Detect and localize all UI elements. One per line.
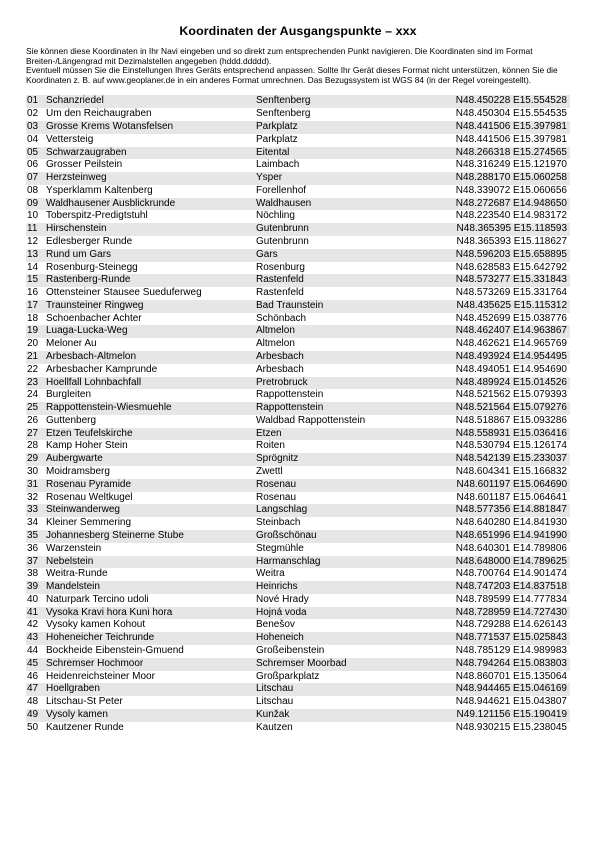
coordinates: N48.493924 E14.954495 — [441, 351, 570, 364]
row-number: 50 — [27, 721, 39, 733]
table-row — [26, 364, 570, 377]
coordinates: N48.339072 E15.060656 — [455, 184, 567, 196]
coordinates: N48.944465 E15.046169 — [441, 683, 570, 696]
table-row — [26, 134, 570, 147]
coordinates: N48.573277 E15.331843 — [441, 274, 570, 287]
row-number: 47 — [26, 683, 43, 696]
table-row — [26, 108, 570, 121]
start-location: Großschönau — [256, 530, 441, 543]
row-number: 40 — [27, 593, 39, 605]
row-number: 34 — [27, 517, 39, 529]
tour-name: Edlesberger Runde — [46, 235, 133, 247]
start-location: Gutenbrunn — [256, 223, 441, 236]
coordinates: N48.462407 E14.963867 — [441, 325, 570, 338]
start-location: Hoheneich — [256, 632, 441, 645]
tour-name: Ysperklamm Kaltenberg — [46, 184, 153, 196]
table-row — [26, 581, 570, 594]
row-number: 30 — [27, 466, 39, 478]
start-location: Pretrobruck — [256, 377, 441, 390]
tour-name: Mandelstein — [43, 581, 256, 594]
coordinates: N48.450228 E15.554528 — [441, 95, 570, 108]
coordinates: N48.789599 E14.777834 — [455, 593, 567, 605]
row-number: 01 — [26, 95, 43, 108]
row-number: 18 — [27, 312, 39, 324]
table-row — [26, 530, 570, 543]
row-number: 02 — [27, 108, 39, 120]
start-location: Laimbach — [256, 159, 300, 171]
coordinates: N48.435625 E15.115312 — [441, 300, 570, 313]
tour-name: Luaga-Lucka-Weg — [43, 325, 256, 338]
row-number: 04 — [27, 133, 39, 145]
coordinates: N48.785129 E14.989983 — [455, 644, 567, 656]
start-location: Ysper — [256, 172, 441, 185]
tour-name: Toberspitz-Predigtstuhl — [46, 210, 148, 222]
row-number: 33 — [26, 504, 43, 517]
table-row — [26, 185, 570, 198]
table-row — [26, 683, 570, 696]
row-number: 14 — [27, 261, 39, 273]
start-location: Kunžak — [256, 709, 441, 722]
start-location: Rosenau — [256, 479, 441, 492]
coordinates: N48.604341 E15.166832 — [455, 466, 567, 478]
tour-name: Schwarzaugraben — [43, 147, 256, 160]
table-row — [26, 198, 570, 211]
row-number: 45 — [26, 658, 43, 671]
start-location: Schremser Moorbad — [256, 658, 441, 671]
coordinates: N48.944621 E15.043807 — [455, 696, 567, 708]
coordinates: N48.494051 E14.954690 — [455, 363, 567, 375]
start-location: Litschau — [256, 683, 441, 696]
tour-name: Litschau-St Peter — [46, 696, 123, 708]
coordinates: N48.441506 E15.397981 — [441, 121, 570, 134]
row-number: 11 — [26, 223, 43, 236]
start-location: Gars — [256, 249, 441, 262]
row-number: 29 — [26, 453, 43, 466]
start-location: Parkplatz — [256, 121, 441, 134]
start-location: Rastenfeld — [256, 287, 304, 299]
row-number: 31 — [26, 479, 43, 492]
coordinates: N48.648000 E14.789625 — [441, 556, 570, 569]
tour-name: Weitra-Runde — [46, 568, 108, 580]
tour-name: Kautzener Runde — [46, 721, 124, 733]
tour-name: Nebelstein — [43, 556, 256, 569]
start-location: Senftenberg — [256, 95, 441, 108]
tour-name: Hoellgraben — [43, 683, 256, 696]
table-row — [26, 415, 570, 428]
row-number: 21 — [26, 351, 43, 364]
start-location: Steinbach — [256, 517, 301, 529]
start-location: Litschau — [256, 696, 294, 708]
coordinates: N48.771537 E15.025843 — [441, 632, 570, 645]
row-number: 44 — [27, 644, 39, 656]
tour-name: Naturpark Tercino udoli — [46, 593, 149, 605]
tour-name: Moidramsberg — [46, 466, 110, 478]
table-row — [26, 172, 570, 185]
coordinates: N48.794264 E15.083803 — [441, 658, 570, 671]
start-location: Schönbach — [256, 312, 307, 324]
start-location: Rosenau — [256, 491, 297, 503]
tour-name: Grosse Krems Wotansfelsen — [43, 121, 256, 134]
start-location: Heinrichs — [256, 581, 441, 594]
row-number: 37 — [26, 556, 43, 569]
table-row — [26, 696, 570, 709]
coordinates: N48.452699 E15.038776 — [455, 312, 567, 324]
row-number: 48 — [27, 696, 39, 708]
coordinates: N48.489924 E15.014526 — [441, 377, 570, 390]
table-row — [26, 159, 570, 172]
row-number: 39 — [26, 581, 43, 594]
coordinates-table — [26, 95, 570, 734]
start-location: Arbesbach — [256, 351, 441, 364]
start-location: Etzen — [256, 428, 441, 441]
coordinates: N48.651996 E14.941990 — [441, 530, 570, 543]
table-row — [26, 377, 570, 390]
tour-name: Hoellfall Lohnbachfall — [43, 377, 256, 390]
coordinates: N48.266318 E15.274565 — [441, 147, 570, 160]
start-location: Harmanschlag — [256, 556, 441, 569]
tour-name: Hirschenstein — [43, 223, 256, 236]
row-number: 12 — [27, 235, 39, 247]
row-number: 49 — [26, 709, 43, 722]
start-location: Roiten — [256, 440, 285, 452]
table-row — [26, 645, 570, 658]
table-row — [26, 249, 570, 262]
start-location: Waldbad Rappottenstein — [256, 414, 366, 426]
table-row — [26, 594, 570, 607]
coordinates: N48.860701 E15.135064 — [455, 670, 567, 682]
tour-name: Vysoka Kravi hora Kuni hora — [43, 607, 256, 620]
tour-name: Meloner Au — [46, 338, 97, 350]
tour-name: Arbesbacher Kamprunde — [46, 363, 158, 375]
tour-name: Vettersteig — [46, 133, 94, 145]
row-number: 06 — [27, 159, 39, 171]
tour-name: Rastenberg-Runde — [43, 274, 256, 287]
coordinates: N48.223540 E14.983172 — [455, 210, 567, 222]
tour-name: Rosenburg-Steinegg — [46, 261, 138, 273]
coordinates: N48.640301 E14.789806 — [455, 542, 567, 554]
start-location: Rastenfeld — [256, 274, 441, 287]
start-location: Eitental — [256, 147, 441, 160]
row-number: 27 — [26, 428, 43, 441]
start-location: Forellenhof — [256, 184, 307, 196]
start-location: Rappottenstein — [256, 389, 324, 401]
table-row — [26, 479, 570, 492]
row-number: 16 — [27, 287, 39, 299]
row-number: 13 — [26, 249, 43, 262]
row-number: 25 — [26, 402, 43, 415]
coordinates: N48.558931 E15.036416 — [441, 428, 570, 441]
tour-name: Guttenberg — [46, 414, 97, 426]
row-number: 32 — [27, 491, 39, 503]
table-row — [26, 722, 570, 735]
start-location: Großparkplatz — [256, 670, 320, 682]
table-row — [26, 402, 570, 415]
table-row — [26, 440, 570, 453]
tour-name: Waldhausener Ausblickrunde — [43, 198, 256, 211]
coordinates: N48.601187 E15.064641 — [456, 491, 567, 503]
row-number: 41 — [26, 607, 43, 620]
coordinates: N48.441506 E15.397981 — [455, 133, 567, 145]
start-location: Nöchling — [256, 210, 295, 222]
start-location: Altmelon — [256, 338, 295, 350]
table-row — [26, 428, 570, 441]
tour-name: Vysoly kamen — [43, 709, 256, 722]
tour-name: Rosenau Weltkugel — [46, 491, 133, 503]
row-number: 26 — [27, 414, 39, 426]
row-number: 05 — [26, 147, 43, 160]
table-row — [26, 338, 570, 351]
intro-paragraph-1: Sie können diese Koordinaten in Ihr Navi eingeben und so direkt zum entsprechenden Punkt navigieren. Die Koordinaten sind im Format Breiten-/Längengrad mit Dezimalstellen angegeben (hddd.ddddd). — [26, 46, 533, 66]
tour-name: Heidenreichsteiner Moor — [46, 670, 155, 682]
coordinates-table-body — [26, 95, 570, 734]
coordinates: N48.518867 E15.093286 — [455, 414, 567, 426]
coordinates: N48.365393 E15.118627 — [456, 235, 567, 247]
table-row — [26, 607, 570, 620]
row-number: 17 — [26, 300, 43, 313]
page-title: Koordinaten der Ausgangspunkte – xxx — [179, 24, 417, 38]
tour-name: Rappottenstein-Wiesmuehle — [43, 402, 256, 415]
table-row — [26, 236, 570, 249]
coordinates: N48.596203 E15.658895 — [441, 249, 570, 262]
table-row — [26, 274, 570, 287]
coordinates: N48.573269 E15.331764 — [455, 287, 567, 299]
tour-name: Vysoky kamen Kohout — [46, 619, 146, 631]
table-row — [26, 210, 570, 223]
coordinates: N48.729288 E14.626143 — [455, 619, 567, 631]
tour-name: Kamp Hoher Stein — [46, 440, 128, 452]
coordinates: N48.521562 E15.079393 — [455, 389, 567, 401]
table-row — [26, 517, 570, 530]
start-location: Nové Hrady — [256, 593, 309, 605]
row-number: 09 — [26, 198, 43, 211]
coordinates: N48.272687 E14.948650 — [441, 198, 570, 211]
start-location: Rosenburg — [256, 261, 305, 273]
row-number: 20 — [27, 338, 39, 350]
start-location: Weitra — [256, 568, 285, 580]
coordinates: N48.462621 E14.965769 — [455, 338, 567, 350]
table-row — [26, 632, 570, 645]
start-location: Gutenbrunn — [256, 235, 309, 247]
table-row — [26, 619, 570, 632]
coordinates: N48.640280 E14.841930 — [455, 517, 567, 529]
row-number: 23 — [26, 377, 43, 390]
coordinates: N48.542139 E15.233037 — [441, 453, 570, 466]
intro-text — [26, 47, 570, 85]
tour-name: Bockheide Eibenstein-Gmuend — [46, 644, 184, 656]
row-number: 08 — [27, 184, 39, 196]
coordinates: N48.450304 E15.554535 — [455, 108, 567, 120]
tour-name: Schremser Hochmoor — [43, 658, 256, 671]
tour-name: Kleiner Semmering — [46, 517, 132, 529]
table-row — [26, 568, 570, 581]
row-number: 03 — [26, 121, 43, 134]
intro-paragraph-2: Eventuell müssen Sie die Einstellungen Ihres Geräts entsprechend anpassen. Sollte Ihr Gerät dieses Format nicht unterstützen, können Sie die Koordinaten z. B. auf www.geoplaner.de in ein anderes Format umrechnen. Das Bezugssystem ist WGS 84 (in der Regel voreingestellt). — [26, 65, 558, 85]
row-number: 22 — [27, 363, 39, 375]
coordinates: N48.365395 E15.118593 — [441, 223, 570, 236]
tour-name: Johannesberg Steinerne Stube — [43, 530, 256, 543]
tour-name: Aubergwarte — [43, 453, 256, 466]
coordinates: N48.930215 E15.238045 — [455, 721, 567, 733]
table-row — [26, 351, 570, 364]
row-number: 15 — [26, 274, 43, 287]
table-row — [26, 504, 570, 517]
coordinates: N48.700764 E14.901474 — [455, 568, 567, 580]
row-number: 24 — [27, 389, 39, 401]
document-page — [26, 24, 570, 734]
table-row — [26, 492, 570, 505]
tour-name: Rosenau Pyramide — [43, 479, 256, 492]
table-row — [26, 313, 570, 326]
row-number: 19 — [26, 325, 43, 338]
start-location: Langschlag — [256, 504, 441, 517]
table-row — [26, 466, 570, 479]
table-row — [26, 300, 570, 313]
table-row — [26, 95, 570, 108]
row-number: 46 — [27, 670, 39, 682]
coordinates: N48.288170 E15.060258 — [441, 172, 570, 185]
table-row — [26, 262, 570, 275]
tour-name: Herzsteinweg — [43, 172, 256, 185]
start-location: Benešov — [256, 619, 295, 631]
coordinates: N48.316249 E15.121970 — [455, 159, 567, 171]
coordinates: N48.728959 E14.727430 — [441, 607, 570, 620]
start-location: Rappottenstein — [256, 402, 441, 415]
start-location: Großeibenstein — [256, 644, 325, 656]
start-location: Senftenberg — [256, 108, 311, 120]
tour-name: Grosser Peilstein — [46, 159, 123, 171]
coordinates: N48.601197 E15.064690 — [441, 479, 570, 492]
row-number: 42 — [27, 619, 39, 631]
table-row — [26, 709, 570, 722]
row-number: 36 — [27, 542, 39, 554]
table-row — [26, 223, 570, 236]
coordinates: N48.521564 E15.079276 — [441, 402, 570, 415]
table-row — [26, 389, 570, 402]
row-number: 38 — [27, 568, 39, 580]
tour-name: Schoenbacher Achter — [46, 312, 142, 324]
tour-name: Traunsteiner Ringweg — [43, 300, 256, 313]
row-number: 10 — [27, 210, 39, 222]
tour-name: Etzen Teufelskirche — [43, 428, 256, 441]
start-location: Stegmühle — [256, 542, 304, 554]
tour-name: Um den Reichaugraben — [46, 108, 152, 120]
table-row — [26, 543, 570, 556]
coordinates: N48.747203 E14.837518 — [441, 581, 570, 594]
row-number: 28 — [27, 440, 39, 452]
coordinates: N49.121156 E15.190419 — [441, 709, 570, 722]
table-row — [26, 658, 570, 671]
table-row — [26, 453, 570, 466]
table-row — [26, 671, 570, 684]
tour-name: Ottensteiner Stausee Sueduferweg — [46, 287, 202, 299]
table-row — [26, 556, 570, 569]
tour-name: Schanzriedel — [43, 95, 256, 108]
start-location: Waldhausen — [256, 198, 441, 211]
coordinates: N48.530794 E15.126174 — [455, 440, 567, 452]
start-location: Zwettl — [256, 466, 283, 478]
tour-name: Arbesbach-Altmelon — [43, 351, 256, 364]
start-location: Parkplatz — [256, 133, 298, 145]
table-row — [26, 121, 570, 134]
table-row — [26, 287, 570, 300]
table-row — [26, 325, 570, 338]
row-number: 43 — [26, 632, 43, 645]
tour-name: Burgleiten — [46, 389, 92, 401]
coordinates: N48.628583 E15.642792 — [455, 261, 567, 273]
start-location: Sprögnitz — [256, 453, 441, 466]
row-number: 07 — [26, 172, 43, 185]
coordinates: N48.577356 E14.881847 — [441, 504, 570, 517]
row-number: 35 — [26, 530, 43, 543]
start-location: Altmelon — [256, 325, 441, 338]
tour-name: Rund um Gars — [43, 249, 256, 262]
start-location: Hojná voda — [256, 607, 441, 620]
table-row — [26, 147, 570, 160]
tour-name: Warzenstein — [46, 542, 102, 554]
tour-name: Steinwanderweg — [43, 504, 256, 517]
start-location: Bad Traunstein — [256, 300, 441, 313]
start-location: Arbesbach — [256, 363, 304, 375]
start-location: Kautzen — [256, 721, 293, 733]
tour-name: Hoheneicher Teichrunde — [43, 632, 256, 645]
